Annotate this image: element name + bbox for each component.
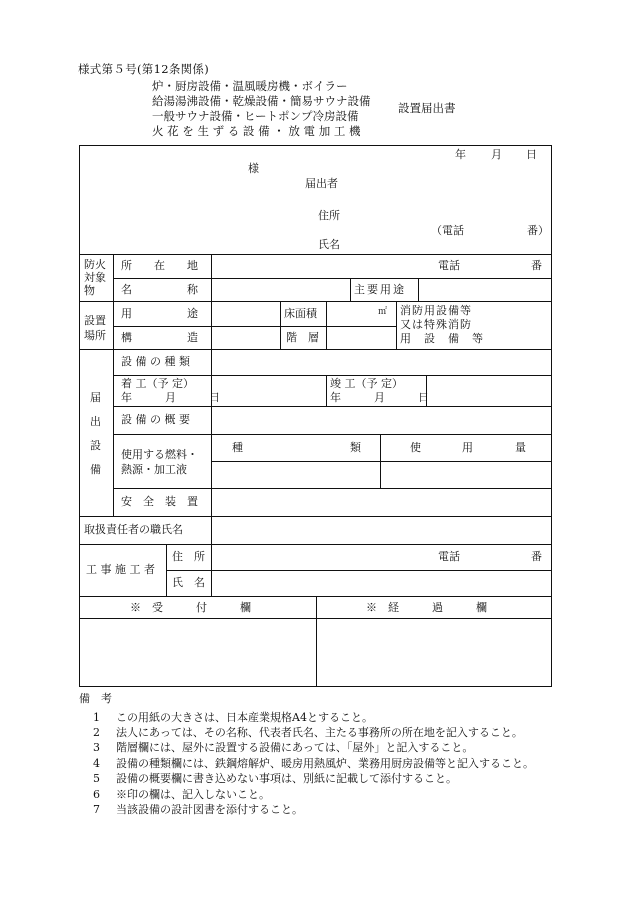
sqm-unit: ㎡ bbox=[378, 307, 388, 317]
usage-label-3: 量 bbox=[515, 441, 526, 454]
handler-label: 取扱責任者の職氏名 bbox=[84, 523, 183, 536]
object-name-label: 名 称 bbox=[121, 283, 198, 296]
receipt-column-label: ※ 受 付 欄 bbox=[130, 601, 251, 614]
usage-label-2: 用 bbox=[462, 441, 473, 454]
note-text: 当該設備の設計図書を添付すること。 bbox=[116, 803, 303, 816]
note-number: 5 bbox=[93, 772, 100, 785]
complete-date: 年 月 日 bbox=[330, 391, 429, 404]
title-line-1: 炉・厨房設備・温風暖房機・ボイラー bbox=[152, 79, 348, 93]
fuel-label: 使用する燃料・ 熱源・加工液 bbox=[121, 448, 198, 476]
form-number: 様式第５号(第12条関係) bbox=[78, 62, 210, 76]
notes-heading: 備 考 bbox=[79, 692, 112, 705]
contractor-name-label: 氏 名 bbox=[172, 576, 205, 589]
title-line-4: 火 花 を 生 ず る 設 備 ・ 放 電 加 工 機 bbox=[152, 124, 361, 138]
note-text: 設備の種類欄には、鉄鋼熔解炉、暖房用熱風炉、業務用厨房設備等と記入すること。 bbox=[116, 757, 534, 770]
complete-label: 竣 工（予 定） bbox=[330, 377, 403, 390]
start-label: 着 工（予 定） bbox=[121, 377, 194, 390]
safety-label: 安 全 装 置 bbox=[121, 495, 198, 508]
applicant-address-label: 住所 bbox=[318, 209, 340, 222]
progress-column-label: ※ 経 過 欄 bbox=[366, 601, 487, 614]
date-year: 年 bbox=[455, 148, 466, 161]
applicant-label: 届出者 bbox=[305, 177, 338, 190]
usage-label-1: 使 bbox=[410, 441, 421, 454]
title-suffix: 設置届出書 bbox=[398, 101, 456, 115]
recipient-sama: 様 bbox=[248, 162, 259, 175]
overview-label: 設 備 の 概 要 bbox=[121, 413, 190, 426]
note-text: 階層欄には、屋外に設置する設備にあっては、「屋外」と記入すること。 bbox=[116, 741, 474, 754]
fire-equipment-label: 消防用設備等 又は特殊消防 用 設 備 等 bbox=[400, 304, 484, 345]
note-number: 4 bbox=[93, 757, 100, 770]
floors-label: 階 層 bbox=[286, 331, 319, 344]
section-fire-object: 防火 対象 物 bbox=[84, 258, 106, 297]
note-number: 3 bbox=[93, 741, 100, 754]
floor-area-label: 床面積 bbox=[284, 307, 317, 320]
note-number: 1 bbox=[93, 711, 100, 724]
location-label: 所 在 地 bbox=[121, 259, 198, 272]
note-text: ※印の欄は、記入しないこと。 bbox=[116, 788, 270, 801]
main-use-label: 主要用途 bbox=[354, 283, 406, 296]
applicant-name-label: 氏名 bbox=[318, 238, 340, 251]
title-line-3: 一般サウナ設備・ヒートポンプ冷房設備 bbox=[152, 109, 359, 123]
place-use-label: 用 途 bbox=[121, 307, 198, 320]
structure-label: 構 造 bbox=[121, 331, 198, 344]
section-equipment: 届 出 設 備 bbox=[90, 391, 101, 476]
kind-label-1: 種 bbox=[232, 441, 243, 454]
section-install-place: 設置 場所 bbox=[84, 314, 106, 342]
note-number: 2 bbox=[93, 726, 100, 739]
note-number: 7 bbox=[93, 803, 100, 816]
note-text: 法人にあっては、その名称、代表者氏名、主たる事務所の所在地を記入すること。 bbox=[116, 726, 523, 739]
date-day: 日 bbox=[526, 148, 537, 161]
date-month: 月 bbox=[491, 148, 502, 161]
note-text: この用紙の大きさは、日本産業規格A4とすること。 bbox=[116, 711, 373, 724]
contractor-label: 工 事 施 工 者 bbox=[86, 563, 155, 576]
object-phone-label: 電話 bbox=[438, 259, 460, 272]
contractor-phone-ban: 番 bbox=[531, 550, 542, 563]
kind-label-2: 類 bbox=[350, 441, 361, 454]
equipment-type-label: 設 備 の 種 類 bbox=[121, 355, 190, 368]
start-date: 年 月 日 bbox=[121, 391, 220, 404]
contractor-phone-label: 電話 bbox=[438, 550, 460, 563]
applicant-phone-open: （電話 bbox=[431, 224, 464, 237]
object-phone-ban: 番 bbox=[531, 259, 542, 272]
note-number: 6 bbox=[93, 788, 100, 801]
contractor-address-label: 住 所 bbox=[172, 550, 205, 563]
note-text: 設備の概要欄に書き込めない事項は、別紙に記載して添付すること。 bbox=[116, 772, 457, 785]
title-line-2: 給湯湯沸設備・乾燥設備・簡易サウナ設備 bbox=[152, 94, 371, 108]
applicant-phone-close: 番） bbox=[527, 224, 549, 237]
